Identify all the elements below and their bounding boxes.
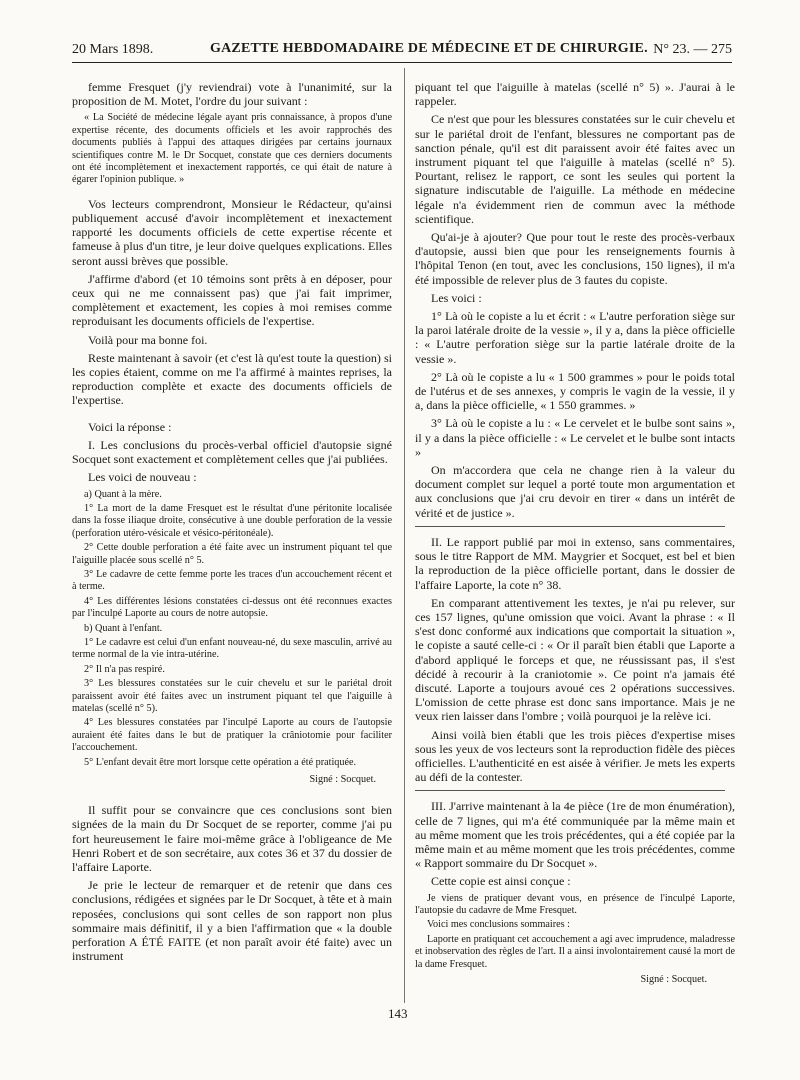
conclusion-item: a) Quant à la mère. xyxy=(84,488,162,500)
right-column xyxy=(415,80,735,987)
paragraph: Voici la réponse : xyxy=(88,419,172,434)
conclusion-item: 5° L'enfant devait être mort lorsque cette opération a été pratiquée. xyxy=(84,756,357,768)
section-rule xyxy=(415,526,725,527)
signature-line: Signé : Socquet. xyxy=(309,774,376,786)
copyist-error-item: 2° Là où le copiste a lu « 1 500 grammes » pour le poids total de l'utérus et de ses annexes, y compris le vagin de la vessie, il y a, dans la pièce officielle, « 1 550 grammes. » xyxy=(415,369,735,413)
paragraph: piquant tel que l'aiguille à matelas (scellé n° 5) ». J'aurai à le rappeler. xyxy=(415,80,735,109)
quoted-resolution: « La Société de médecine légale ayant pris connaissance, à propos d'une expertise récente, des documents officiels et les avoir rapprochés des documents publiés à l'appui des attaques dirigées par certains journaux scientifiques contre M. le Dr Socquet, constate que ces derniers documents ont été incomplètement et inexactement rapportés, ce qui était de nature à égarer l'opinion publique. » xyxy=(72,112,392,186)
paragraph: En comparant attentivement les textes, je n'ai pu relever, sur ces 157 lignes, qu'une omission que voici. Avant la phrase : « Il s'est donc conformé aux indications que comportait la situation », le copiste a sauté celle-ci : « Or il paraît bien établi que Laporte a d'abord appliqué le forceps et que, ne réussissant pas, il s'est décidé à recourir à la craniotomie ». Ce point n'a jamais été discuté. Laporte a toujours avoué ces 2 opérations successives. L'omission de cette phrase est donc sans importance. Mais je ne veux rien laisser dans l'ombre ; voilà pourquoi je la relève ici. xyxy=(415,595,735,724)
paragraph: J'affirme d'abord (et 10 témoins sont prêts à en déposer, pour ceux qui ne me connaissent pas) que j'ai fait imprimer, complètement et exactement, les copies à moi remises comme reproduisant les documents officiels de l'expertise. xyxy=(72,271,392,329)
conclusion-item: 4° Les différentes lésions constatées ci-dessus ont été reconnues exactes par l'inculpé Laporte au cours de notre autopsie. xyxy=(72,595,392,620)
paragraph: Il suffit pour se convaincre que ces conclusions sont bien signées de la main du Dr Socquet de se reporter, comme j'ai pu fort heureusement le faire moi-même grâce à l'obligeance de Me Henri Robert et de son secrétaire, aux cotes 36 et 37 du dossier de l'affaire Laporte. xyxy=(72,803,392,875)
conclusion-item: 4° Les blessures constatées par l'inculpé Laporte au cours de l'autopsie auraient été faites dans le but de pratiquer la crâniotomie pour faciliter l'accouchement. xyxy=(72,717,392,754)
summary-report-line: Je viens de pratiquer devant vous, en présence de l'inculpé Laporte, l'autopsie du cadavre de Mme Fresquet. xyxy=(415,892,735,916)
conclusion-item: 3° Les blessures constatées sur le cuir chevelu et sur le pariétal droit paraissent avoir été faites avec un instrument piquant tel que l'aiguille à matelas (scellé n° 5). xyxy=(72,678,392,714)
section-two-heading: II. Le rapport publié par moi in extenso, sans commentaires, sous le titre Rapport de MM. Maygrier et Socquet, est bel et bien la reproduction de la pièce officielle portant, dans le dossier de l'affaire Laporte, la cote n° 38. xyxy=(415,534,735,592)
section-rule xyxy=(415,790,725,791)
conclusion-item: b) Quant à l'enfant. xyxy=(84,622,163,634)
journal-title: GAZETTE HEBDOMADAIRE DE MÉDECINE ET DE CHIRURGIE. xyxy=(210,41,648,56)
paragraph: Vos lecteurs comprendront, Monsieur le Rédacteur, qu'ainsi publiquement accusé d'avoir incomplètement et inexactement rapporté les documents officiels de cette expertise récente et fameuse à plus d'un titre, je leur doive quelques explications. Elles seront aussi brèves que possible. xyxy=(72,196,392,268)
issue-page-number: N° 23. — 275 xyxy=(653,42,732,57)
left-column xyxy=(72,80,392,967)
section-three-heading: III. J'arrive maintenant à la 4e pièce (1re de mon énumération), celle de 7 lignes, qui m'a été communiquée par la même main et au même moment que les trois précédentes, qui a été copiée par la même main et au même moment que les trois précédentes, comme « Rapport sommaire du Dr Socquet ». xyxy=(415,799,735,871)
paragraph: Ainsi voilà bien établi que les trois pièces d'expertise mises sous les yeux de vos lecteurs sont la reproduction fidèle des pièces officielles. L'authenticité en est aisée à vérifier. Je mets les experts au défi de la contester. xyxy=(415,727,735,785)
section-one-heading: I. Les conclusions du procès-verbal officiel d'autopsie signé Socquet sont exactement et complètement celles que j'ai publiées. xyxy=(72,437,392,467)
paragraph: femme Fresquet (j'y reviendrai) vote à l'unanimité, sur la proposition de M. Motet, l'ordre du jour suivant : xyxy=(72,80,392,109)
paragraph: Qu'ai-je à ajouter? Que pour tout le reste des procès-verbaux d'autopsie, aussi bien que pour les renseignements fournis à l'hôpital Tenon (en tout, avec les conclusions, 150 lignes), il m'a été impossible de relever plus de 3 fautes du copiste. xyxy=(415,230,735,287)
paragraph: Je prie le lecteur de remarquer et de retenir que dans ces conclusions, rédigées et signées par le Dr Socquet, à tête et à main reposées, conclusions qui sont celles de son rapport non plus sommaire mais définitif, il y a bien l'affirmation que « la double perforation A ÉTÉ FAITE (et non paraît avoir été faite) avec un instrument xyxy=(72,878,392,964)
paragraph: Reste maintenant à savoir (et c'est là qu'est toute la question) si les copies étaient, comme on me l'a affirmé à maintes reprises, la reproduction complète et exacte des documents officiels de l'expertise. xyxy=(72,350,392,408)
paragraph: Les voici de nouveau : xyxy=(88,470,197,485)
page-header xyxy=(72,38,732,63)
column-divider xyxy=(404,68,405,1003)
paragraph: On m'accordera que cela ne change rien à la valeur du document complet sur lequel a porté toute mon argumentation et aux conclusions que j'ai cru devoir en tirer « dans un intérêt de vérité et de justice ». xyxy=(415,463,735,520)
header-date: 20 Mars 1898. xyxy=(72,42,154,57)
conclusion-item: 1° La mort de la dame Fresquet est le résultat d'une péritonite localisée dans la fosse iliaque droite, consécutive à une double perforation de la vessie (perforation utéro-vésicale et vésico-péritonéale). xyxy=(72,502,392,539)
paragraph: Ce n'est que pour les blessures constatées sur le cuir chevelu et sur le pariétal droit de l'enfant, blessures ne comportant pas de sanction pénale, qu'il est dit paraissent avoir été faites avec un instrument piquant tel que l'aiguille à matelas (scellé n° 5). Pourtant, relisez le rapport, ce sont les seules qui portent la signature indiscutable de l'aiguille. La méthode en médecine légale n'a évidemment rien de commun avec la méthode scientifique. xyxy=(415,112,735,226)
paragraph: Cette copie est ainsi conçue : xyxy=(431,874,571,889)
conclusion-item: 1° Le cadavre est celui d'un enfant nouveau-né, du sexe masculin, arrivé au terme normal de la vie intra-utérine. xyxy=(72,636,392,661)
signature-line: Signé : Socquet. xyxy=(640,974,707,985)
paragraph: Les voici : xyxy=(431,290,482,305)
paragraph: Voilà pour ma bonne foi. xyxy=(88,332,208,347)
copyist-error-item: 1° Là où le copiste a lu et écrit : « L'autre perforation siège sur la paroi latérale droite de la vessie », il y a, dans la pièce officielle : « L'autre perforation siège sur la partie latérale droite de la vessie ». xyxy=(415,309,735,366)
conclusion-item: 2° Il n'a pas respiré. xyxy=(84,663,165,675)
copyist-error-item: 3° Là où le copiste a lu : « Le cervelet et le bulbe sont sains », il y a dans la pièce officielle : « Le cervelet et le bulbe sont intacts » xyxy=(415,416,735,459)
page-folio: 143 xyxy=(388,1006,408,1021)
summary-report-line: Voici mes conclusions sommaires : xyxy=(427,919,570,931)
summary-report-line: Laporte en pratiquant cet accouchement a agi avec imprudence, maladresse et inobservation des règles de l'art. Il a ainsi involontairement causé la mort de la dame Fresquet. xyxy=(415,933,735,970)
conclusion-item: 3° Le cadavre de cette femme porte les traces d'un accouchement récent et à terme. xyxy=(72,568,392,593)
conclusion-item: 2° Cette double perforation a été faite avec un instrument piquant tel que l'aiguille placée sous scellé n° 5. xyxy=(72,542,392,566)
